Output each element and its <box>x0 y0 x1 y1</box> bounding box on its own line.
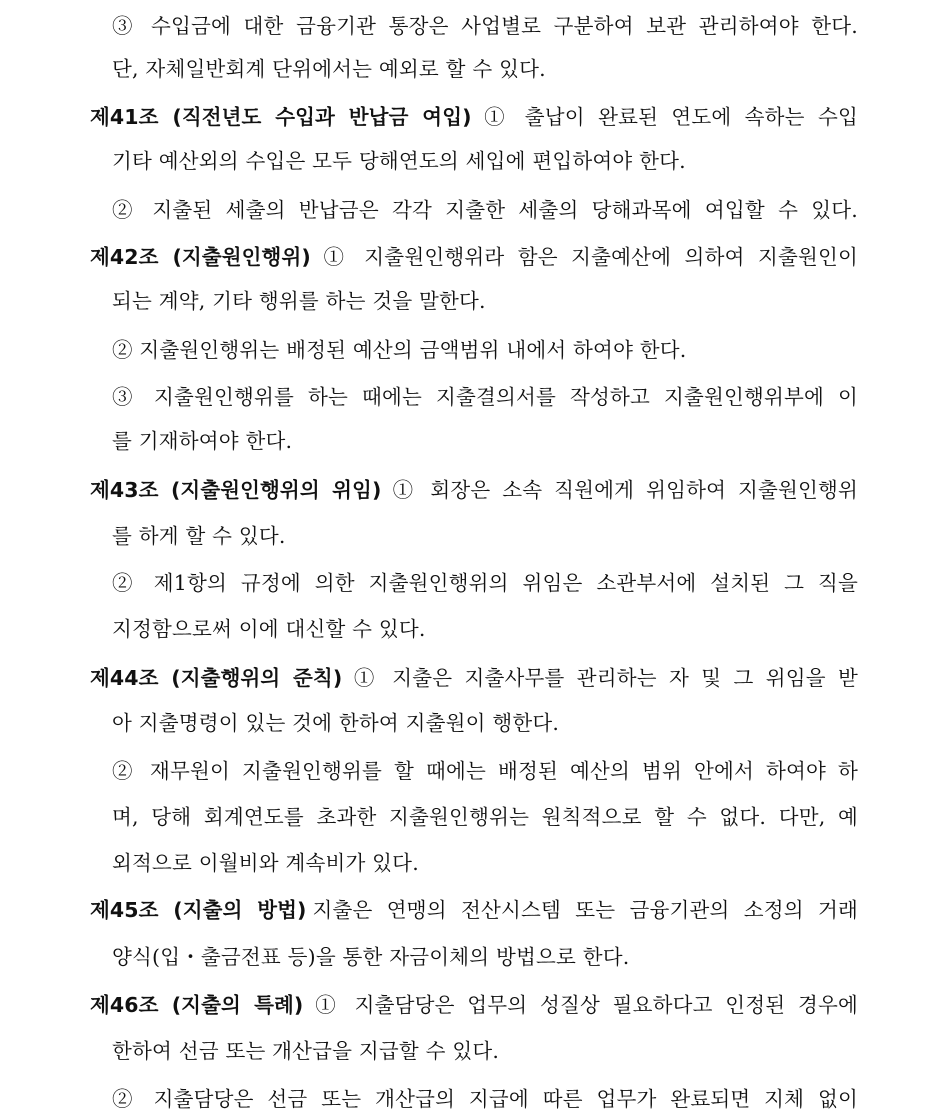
paragraph-line <box>0 843 950 883</box>
article-line <box>0 658 950 698</box>
paragraph-line <box>0 190 950 230</box>
paragraph-line <box>0 563 950 603</box>
paragraph-text: ② 재무원이 지출원인행위를 할 때에는 배정된 예산의 범위 안에서 하여야 하 <box>112 759 858 783</box>
paragraph-text: 지정함으로써 이에 대신할 수 있다. <box>112 617 426 641</box>
article-text: ① 지출담당은 업무의 성질상 필요하다고 인정된 경우에 <box>309 993 858 1017</box>
article-heading: 제41조 (직전년도 수입과 반납금 여입) <box>90 105 472 129</box>
paragraph-line <box>0 516 950 556</box>
paragraph-line <box>0 421 950 461</box>
paragraph-text: ② 지출담당은 선금 또는 개산급의 지급에 따른 업무가 완료되면 지체 없이 <box>112 1087 858 1111</box>
paragraph-text: 단, 자체일반회계 단위에서는 예외로 할 수 있다. <box>112 57 546 81</box>
article-line <box>0 237 950 277</box>
paragraph-text: ② 지출된 세출의 반납금은 각각 지출한 세출의 당해과목에 여입할 수 있다. <box>112 198 858 222</box>
paragraph-line <box>0 609 950 649</box>
paragraph-text: 를 하게 할 수 있다. <box>112 524 286 548</box>
article-heading: 제46조 (지출의 특례) <box>90 993 304 1017</box>
paragraph-line <box>0 797 950 837</box>
paragraph-line <box>0 1031 950 1071</box>
paragraph-text: 양식(입・출금전표 등)을 통한 자금이체의 방법으로 한다. <box>112 945 630 969</box>
paragraph-text: 되는 계약, 기타 행위를 하는 것을 말한다. <box>112 289 486 313</box>
article-line <box>0 97 950 137</box>
paragraph-line <box>0 703 950 743</box>
paragraph-line <box>0 330 950 370</box>
paragraph-line <box>0 937 950 977</box>
paragraph-text: 외적으로 이월비와 계속비가 있다. <box>112 851 419 875</box>
article-text: ① 출납이 완료된 연도에 속하는 수입 <box>477 105 858 129</box>
paragraph-line <box>0 377 950 417</box>
article-heading: 제43조 (지출원인행위의 위임) <box>90 478 382 502</box>
paragraph-text: 아 지출명령이 있는 것에 한하여 지출원이 행한다. <box>112 711 560 735</box>
article-heading: 제44조 (지출행위의 준칙) <box>90 666 343 690</box>
paragraph-text: 며, 당해 회계연도를 초과한 지출원인행위는 원칙적으로 할 수 없다. 다만, 예 <box>112 805 858 829</box>
paragraph-text: 기타 예산외의 수입은 모두 당해연도의 세입에 편입하여야 한다. <box>112 149 686 173</box>
paragraph-line <box>0 141 950 181</box>
paragraph-line <box>0 49 950 89</box>
paragraph-text: 한하여 선금 또는 개산급을 지급할 수 있다. <box>112 1039 500 1063</box>
paragraph-text: ③ 수입금에 대한 금융기관 통장은 사업별로 구분하여 보관 관리하여야 한다. <box>112 14 858 38</box>
paragraph-line <box>0 1079 950 1119</box>
article-text: ① 회장은 소속 직원에게 위임하여 지출원인행위 <box>387 478 859 502</box>
paragraph-line <box>0 6 950 46</box>
article-line <box>0 985 950 1025</box>
article-line <box>0 470 950 510</box>
article-heading: 제45조 (지출의 방법) <box>90 898 307 922</box>
paragraph-line <box>0 281 950 321</box>
paragraph-text: ② 지출원인행위는 배정된 예산의 금액범위 내에서 하여야 한다. <box>112 338 687 362</box>
paragraph-text: 를 기재하여야 한다. <box>112 429 293 453</box>
paragraph-text: ③ 지출원인행위를 하는 때에는 지출결의서를 작성하고 지출원인행위부에 이 <box>112 385 858 409</box>
paragraph-text: ② 제1항의 규정에 의한 지출원인행위의 위임은 소관부서에 설치된 그 직을 <box>112 571 858 595</box>
article-text: 지출은 연맹의 전산시스템 또는 금융기관의 소정의 거래 <box>312 898 858 922</box>
article-line <box>0 890 950 930</box>
article-heading: 제42조 (지출원인행위) <box>90 245 311 269</box>
article-text: ① 지출은 지출사무를 관리하는 자 및 그 위임을 받 <box>348 666 858 690</box>
paragraph-line <box>0 751 950 791</box>
article-text: ① 지출원인행위라 함은 지출예산에 의하여 지출원인이 <box>316 245 858 269</box>
